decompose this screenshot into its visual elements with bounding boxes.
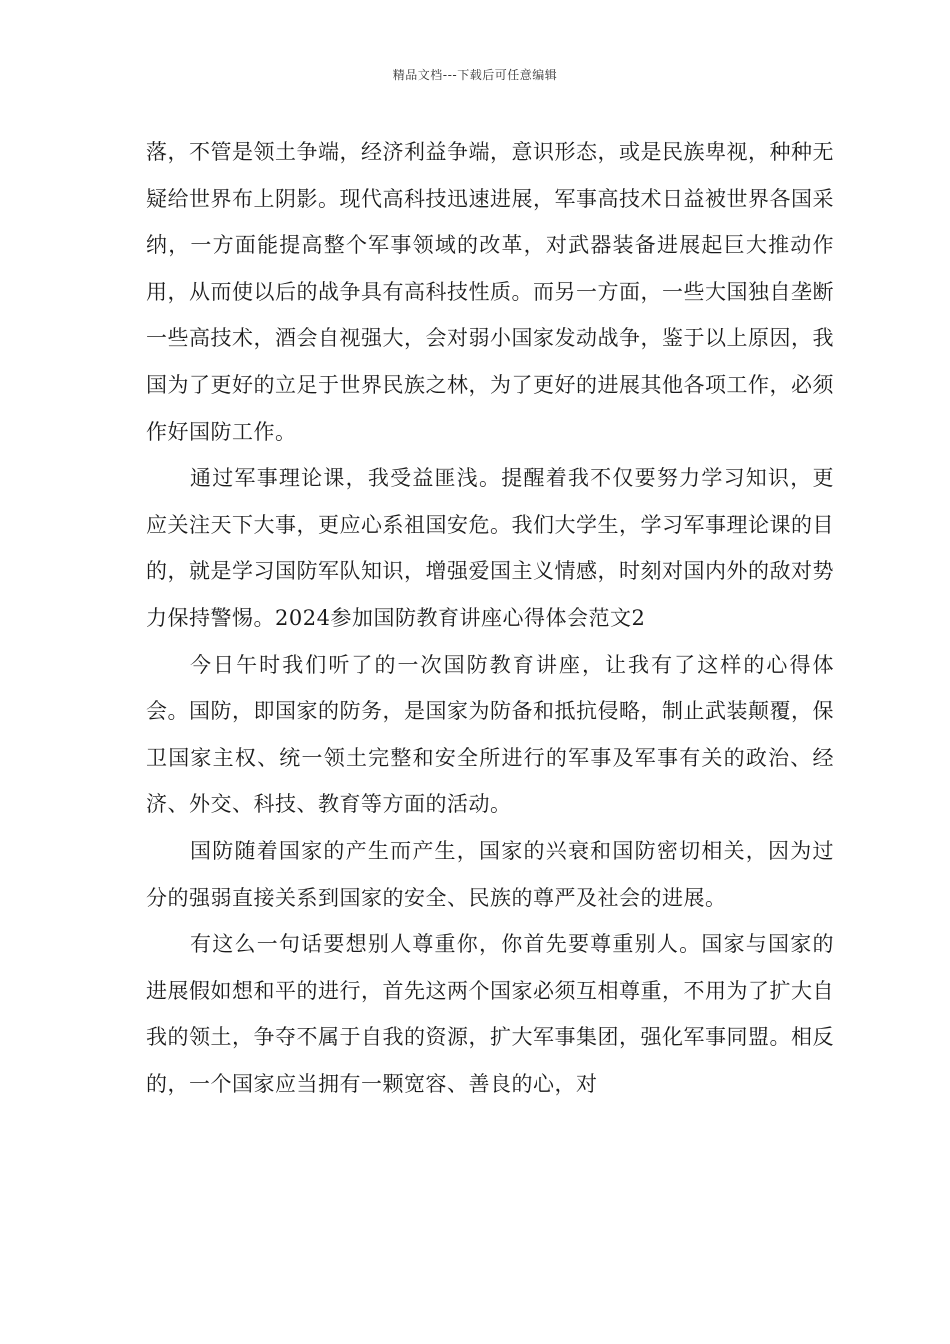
paragraph-4: 国防随着国家的产生而产生，国家的兴衰和国防密切相关，因为过分的强弱直接关系到国家的安全、民族的尊严及社会的进展。 bbox=[146, 838, 834, 910]
page-header: 精品文档---下载后可任意编辑 bbox=[392, 68, 558, 82]
paragraph-5: 有这么一句话要想别人尊重你，你首先要尊重别人。国家与国家的进展假如想和平的进行，首先这两个国家必须互相尊重，不用为了扩大自我的领土，争夺不属于自我的资源，扩大军事集团，强化军事同盟。相反的，一个国家应当拥有一颗宽容、善良的心，对 bbox=[146, 932, 834, 1096]
paragraph-2: 通过军事理论课，我受益匪浅。提醒着我不仅要努力学习知识，更应关注天下大事，更应心系祖国安危。我们大学生，学习军事理论课的目的，就是学习国防军队知识，增强爱国主义情感，时刻对国内外的敌对势力保持警惕。2024参加国防教育讲座心得体会范文2 bbox=[146, 466, 834, 630]
document-body bbox=[146, 129, 834, 1107]
paragraph-1: 落，不管是领土争端，经济利益争端，意识形态，或是民族卑视，种种无疑给世界布上阴影。现代高科技迅速进展，军事高技术日益被世界各国采纳，一方面能提高整个军事领域的改革，对武器装备进展起巨大推动作用，从而使以后的战争具有高科技性质。而另一方面，一些大国独自垄断一些高技术，酒会自视强大，会对弱小国家发动战争，鉴于以上原因，我国为了更好的立足于世界民族之林，为了更好的进展其他各项工作，必须作好国防工作。 bbox=[146, 140, 834, 444]
paragraph-3: 今日午时我们听了的一次国防教育讲座，让我有了这样的心得体会。国防，即国家的防务，是国家为防备和抵抗侵略，制止武装颠覆，保卫国家主权、统一领土完整和安全所进行的军事及军事有关的政治、经济、外交、科技、教育等方面的活动。 bbox=[146, 652, 834, 817]
